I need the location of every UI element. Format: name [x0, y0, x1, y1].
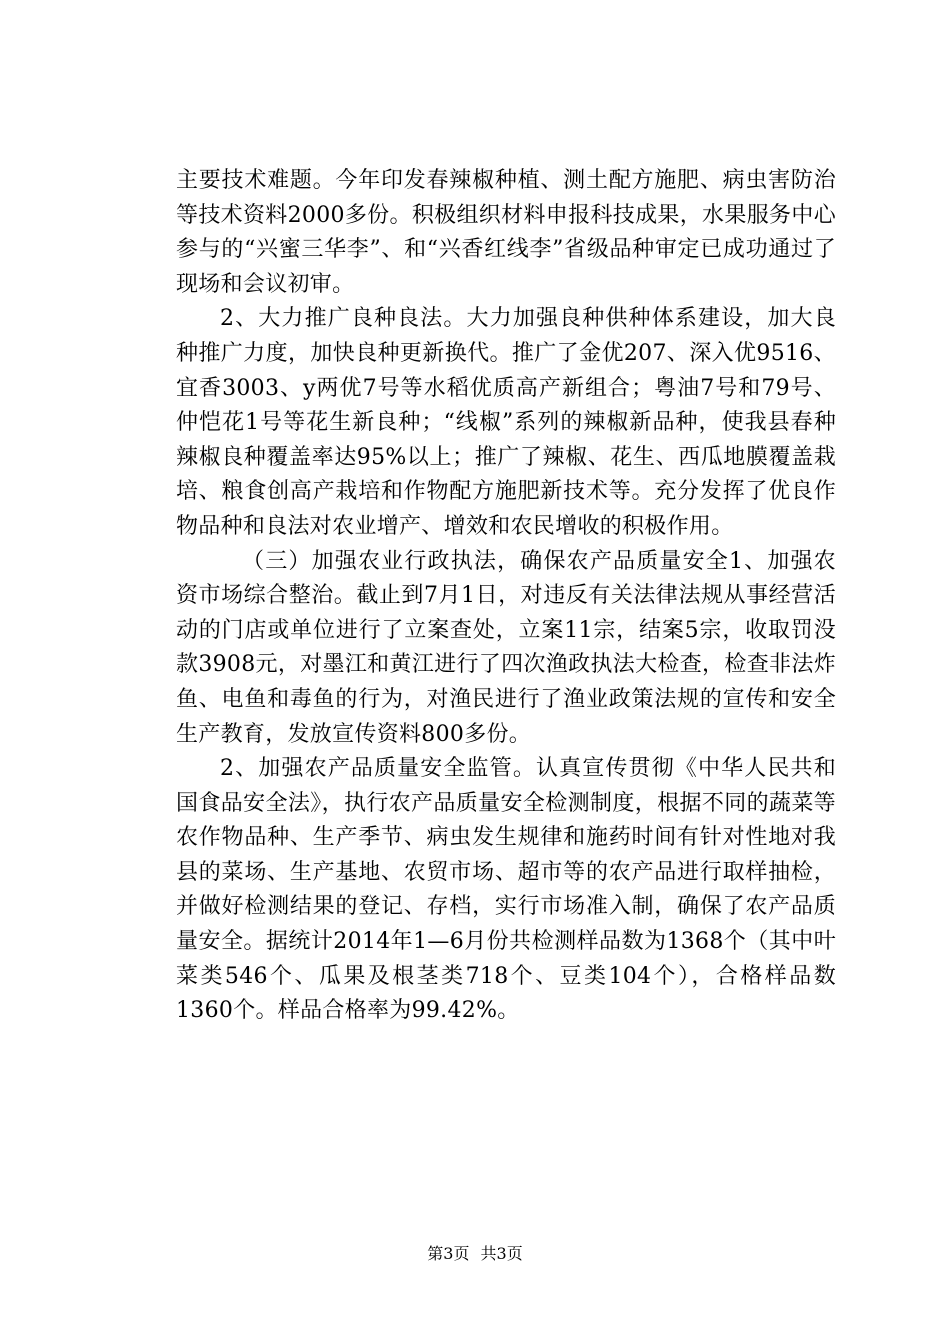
page-total: 共3页: [480, 1244, 523, 1263]
page-number: 第3页: [427, 1244, 470, 1263]
paragraph-quality-supervision: 2、加强农产品质量安全监管。认真宣传贯彻《中华人民共和国食品安全法》，执行农产品质量安全检测制度，根据不同的蔬菜等农作物品种、生产季节、病虫发生规律和施药时间有针对性地对我县的菜场、生产基地、农贸市场、超市等的农产品进行取样抽检，并做好检测结果的登记、存档，实行市场准入制，确保了农产品质量安全。据统计2014年1—6月份共检测样品数为1368个（其中叶菜类546个、瓜果及根茎类718个、豆类104个），合格样品数1360个。样品合格率为99.42%。: [176, 756, 836, 1024]
document-body: [176, 164, 836, 1029]
paragraph-law-enforcement: （三）加强农业行政执法，确保农产品质量安全1、加强农资市场综合整治。截止到7月1日，对违反有关法律法规从事经营活动的门店或单位进行了立案查处，立案11宗，结案5宗，收取罚没款3908元，对墨江和黄江进行了四次渔政执法大检查，检查非法炸鱼、电鱼和毒鱼的行为，对渔民进行了渔业政策法规的宣传和安全生产教育，发放宣传资料800多份。: [176, 548, 836, 747]
paragraph-continuation: 主要技术难题。今年印发春辣椒种植、测土配方施肥、病虫害防治等技术资料2000多份。积极组织材料申报科技成果，水果服务中心参与的“兴蜜三华李”、和“兴香红线李”省级品种审定已成功通过了现场和会议初审。: [176, 168, 836, 297]
paragraph-seed-promotion: 2、大力推广良种良法。大力加强良种供种体系建设，加大良种推广力度，加快良种更新换代。推广了金优207、深入优9516、宜香3003、y两优7号等水稻优质高产新组合；粤油7号和79号、仲恺花1号等花生新良种；“线椒”系列的辣椒新品种，使我县春种辣椒良种覆盖率达95%以上；推广了辣椒、花生、西瓜地膜覆盖栽培、粮食创高产栽培和作物配方施肥新技术等。充分发挥了优良作物品种和良法对农业增产、增效和农民增收的积极作用。: [176, 306, 836, 539]
page-footer: [0, 1244, 950, 1264]
